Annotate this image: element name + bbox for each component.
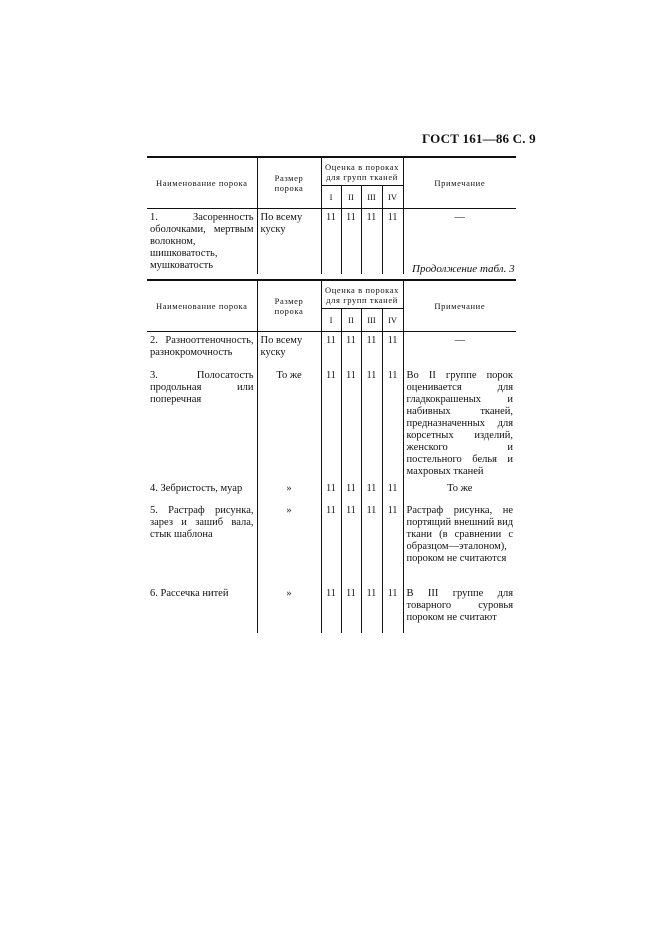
header-note: Примечание [403,157,516,209]
defect-name: 5. Растраф рисунка, зарез и зашиб вала, стык шаблона [147,502,257,585]
defect-note: В III группе для товарного суровья пороком не считают [403,585,516,633]
defect-size: По всему куску [257,332,321,367]
defect-name: 6. Рассечка нитей [147,585,257,633]
header-group-3: III [361,308,382,331]
defect-size: То же [257,367,321,480]
defect-note: — [403,209,516,275]
defect-note: То же [403,480,516,502]
header-group-1: I [321,185,341,208]
score-group-2: 11 [341,367,361,480]
defect-note: — [403,332,516,367]
table-row [147,480,516,502]
defect-name: 1. Засоренность оболочками, мертвым волокном, шишковатость, мушковатость [147,209,257,275]
score-group-3: 11 [361,332,382,367]
header-group-2: II [341,185,361,208]
score-group-3: 11 [361,209,382,275]
header-defect-name: Наименование порока [147,280,257,332]
header-group-2: II [341,308,361,331]
score-group-3: 11 [361,585,382,633]
header-group-1: I [321,308,341,331]
score-group-4: 11 [382,367,403,480]
defect-name: 4. Зебристость, муар [147,480,257,502]
table-row [147,502,516,585]
header-note: Примечание [403,280,516,332]
score-group-4: 11 [382,502,403,585]
score-group-2: 11 [341,209,361,275]
score-group-4: 11 [382,332,403,367]
defects-table-part-1 [147,156,516,274]
defect-note: Растраф рисунка, не портящий внешний вид ткани (в сравнении с образцом—эталоном), пороком не считаются [403,502,516,585]
defect-note: Во II группе порок оценивается для гладкокрашеных и набивных тканей, предназначенных для корсетных изделий, женского и постельного белья и махровых тканей [403,367,516,480]
score-group-4: 11 [382,209,403,275]
score-group-4: 11 [382,480,403,502]
table-continuation-label: Продолжение табл. 3 [412,263,515,275]
header-defect-size: Размер порока [257,280,321,332]
score-group-1: 11 [321,480,341,502]
defect-size: » [257,502,321,585]
score-group-1: 11 [321,209,341,275]
header-defect-size: Размер порока [257,157,321,209]
header-group-4: IV [382,185,403,208]
score-group-2: 11 [341,502,361,585]
score-group-4: 11 [382,585,403,633]
score-group-1: 11 [321,367,341,480]
header-group-3: III [361,185,382,208]
table-row [147,332,516,367]
defect-name: 3. Полосатость продольная или поперечная [147,367,257,480]
page-header: ГОСТ 161—86 С. 9 [422,131,536,146]
defect-size: » [257,585,321,633]
score-group-1: 11 [321,502,341,585]
defects-table-part-2 [147,279,516,633]
defect-size: По всему куску [257,209,321,275]
score-group-3: 11 [361,367,382,480]
score-group-3: 11 [361,480,382,502]
score-group-2: 11 [341,585,361,633]
score-group-2: 11 [341,480,361,502]
header-defect-name: Наименование порока [147,157,257,209]
score-group-1: 11 [321,585,341,633]
header-grading: Оценка в пороках для групп тканей [321,280,403,308]
header-grading: Оценка в пороках для групп тканей [321,157,403,185]
score-group-2: 11 [341,332,361,367]
score-group-1: 11 [321,332,341,367]
table-row [147,367,516,480]
defect-size: » [257,480,321,502]
defect-name: 2. Разнооттеночность, разнокромочность [147,332,257,367]
header-group-4: IV [382,308,403,331]
score-group-3: 11 [361,502,382,585]
table-row [147,585,516,633]
